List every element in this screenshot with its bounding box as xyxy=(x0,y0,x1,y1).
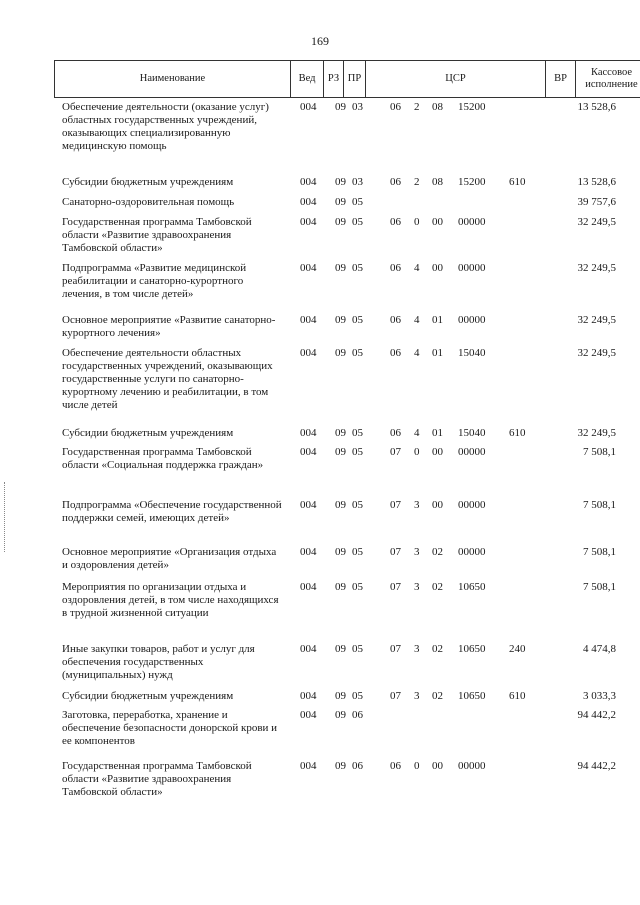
row-csr-event: 01 xyxy=(432,314,443,326)
row-csr-direction: 00000 xyxy=(458,499,486,511)
row-csr-subprogram: 4 xyxy=(414,427,420,439)
row-amount: 7 508,1 xyxy=(583,581,616,593)
row-csr-program: 06 xyxy=(390,216,401,228)
row-amount: 32 249,5 xyxy=(577,314,616,326)
row-csr-direction: 15040 xyxy=(458,347,486,359)
row-amount: 3 033,3 xyxy=(583,690,616,702)
row-name: Субсидии бюджетным учреждениям xyxy=(62,427,234,439)
row-csr-direction: 10650 xyxy=(458,643,486,655)
table-row xyxy=(54,546,620,581)
row-pr: 05 xyxy=(352,643,363,655)
row-csr-subprogram: 4 xyxy=(414,262,420,274)
row-vr: 610 xyxy=(509,690,526,702)
table-row xyxy=(54,499,620,546)
table-row xyxy=(54,176,620,196)
row-amount: 13 528,6 xyxy=(577,101,616,113)
row-rz: 09 xyxy=(335,643,346,655)
row-csr-direction: 15200 xyxy=(458,176,486,188)
row-csr-subprogram: 3 xyxy=(414,581,420,593)
row-amount: 32 249,5 xyxy=(577,262,616,274)
row-csr-program: 07 xyxy=(390,446,401,458)
table-row xyxy=(54,262,620,314)
row-csr-direction: 10650 xyxy=(458,581,486,593)
table-row xyxy=(54,216,620,262)
row-name: Заготовка, переработка, хранение и обеспечение безопасности донорской крови и ее компонентов xyxy=(62,709,278,747)
row-pr: 05 xyxy=(352,446,363,458)
row-vr: 240 xyxy=(509,643,526,655)
table-header xyxy=(54,60,640,98)
row-csr-direction: 15040 xyxy=(458,427,486,439)
row-csr-direction: 00000 xyxy=(458,314,486,326)
row-csr-direction: 00000 xyxy=(458,546,486,558)
row-pr: 05 xyxy=(352,347,363,359)
row-csr-subprogram: 2 xyxy=(414,101,420,113)
row-csr-event: 08 xyxy=(432,101,443,113)
row-name: Государственная программа Тамбовской области «Социальная поддержка граждан» xyxy=(62,446,264,471)
row-ved: 004 xyxy=(300,709,317,721)
row-rz: 09 xyxy=(335,581,346,593)
row-csr-direction: 00000 xyxy=(458,760,486,772)
row-csr-subprogram: 0 xyxy=(414,446,420,458)
row-pr: 05 xyxy=(352,499,363,511)
row-csr-event: 01 xyxy=(432,347,443,359)
row-csr-program: 07 xyxy=(390,499,401,511)
row-csr-program: 06 xyxy=(390,314,401,326)
row-name: Подпрограмма «Обеспечение государственной поддержки семей, имеющих детей» xyxy=(62,499,282,524)
row-rz: 09 xyxy=(335,690,346,702)
table-body xyxy=(54,101,620,808)
row-rz: 09 xyxy=(335,101,346,113)
row-ved: 004 xyxy=(300,101,317,113)
row-pr: 05 xyxy=(352,546,363,558)
row-amount: 32 249,5 xyxy=(577,427,616,439)
row-csr-subprogram: 3 xyxy=(414,643,420,655)
row-csr-event: 00 xyxy=(432,446,443,458)
row-rz: 09 xyxy=(335,314,346,326)
row-csr-event: 02 xyxy=(432,643,443,655)
row-amount: 32 249,5 xyxy=(577,216,616,228)
row-csr-program: 06 xyxy=(390,262,401,274)
row-name: Подпрограмма «Развитие медицинской реабилитации и санаторно-курортного лечения, в том числе детей» xyxy=(62,262,247,300)
table-row xyxy=(54,196,620,216)
row-name: Государственная программа Тамбовской области «Развитие здравоохранения Тамбовской области» xyxy=(62,760,252,798)
row-ved: 004 xyxy=(300,690,317,702)
row-rz: 09 xyxy=(335,446,346,458)
table-row xyxy=(54,581,620,643)
row-ved: 004 xyxy=(300,216,317,228)
row-csr-subprogram: 2 xyxy=(414,176,420,188)
row-rz: 09 xyxy=(335,709,346,721)
header-name: Наименование xyxy=(55,61,291,98)
row-pr: 03 xyxy=(352,176,363,188)
row-name: Субсидии бюджетным учреждениям xyxy=(62,176,234,188)
row-csr-event: 01 xyxy=(432,427,443,439)
row-pr: 05 xyxy=(352,196,363,208)
row-csr-program: 06 xyxy=(390,101,401,113)
row-vr: 610 xyxy=(509,427,526,439)
row-rz: 09 xyxy=(335,427,346,439)
row-name: Иные закупки товаров, работ и услуг для обеспечения государственных (муниципальных) нужд xyxy=(62,643,255,681)
row-csr-program: 07 xyxy=(390,546,401,558)
header-ved: Вед xyxy=(291,61,324,98)
row-csr-event: 00 xyxy=(432,760,443,772)
row-csr-subprogram: 3 xyxy=(414,499,420,511)
row-name: Государственная программа Тамбовской области «Развитие здравоохранения Тамбовской области» xyxy=(62,216,252,254)
row-pr: 05 xyxy=(352,581,363,593)
row-name: Санаторно-оздоровительная помощь xyxy=(62,196,235,208)
row-pr: 05 xyxy=(352,216,363,228)
row-csr-subprogram: 3 xyxy=(414,546,420,558)
row-pr: 06 xyxy=(352,709,363,721)
row-pr: 05 xyxy=(352,690,363,702)
row-csr-subprogram: 4 xyxy=(414,314,420,326)
row-name: Мероприятия по организации отдыха и оздоровления детей, в том числе находящихся в трудной жизненной ситуации xyxy=(62,581,279,619)
row-amount: 7 508,1 xyxy=(583,499,616,511)
table-row xyxy=(54,709,620,760)
row-csr-event: 02 xyxy=(432,581,443,593)
row-name: Обеспечение деятельности (оказание услуг) областных государственных учреждений, оказывающих специализированную медицинскую помощь xyxy=(62,101,269,152)
row-amount: 32 249,5 xyxy=(577,347,616,359)
row-name: Основное мероприятие «Организация отдыха и оздоровления детей» xyxy=(62,546,277,571)
table-row xyxy=(54,690,620,709)
row-ved: 004 xyxy=(300,196,317,208)
row-csr-event: 00 xyxy=(432,499,443,511)
row-csr-direction: 15200 xyxy=(458,101,486,113)
row-ved: 004 xyxy=(300,176,317,188)
row-pr: 06 xyxy=(352,760,363,772)
header-csr: ЦСР xyxy=(366,61,546,98)
row-name: Основное мероприятие «Развитие санаторно-курортного лечения» xyxy=(62,314,276,339)
row-pr: 05 xyxy=(352,427,363,439)
row-csr-program: 06 xyxy=(390,176,401,188)
row-rz: 09 xyxy=(335,216,346,228)
row-amount: 7 508,1 xyxy=(583,446,616,458)
row-csr-event: 08 xyxy=(432,176,443,188)
row-csr-program: 06 xyxy=(390,760,401,772)
table-row xyxy=(54,314,620,347)
row-rz: 09 xyxy=(335,176,346,188)
row-pr: 05 xyxy=(352,314,363,326)
row-pr: 03 xyxy=(352,101,363,113)
row-csr-event: 02 xyxy=(432,690,443,702)
table-row xyxy=(54,101,620,176)
row-csr-direction: 00000 xyxy=(458,262,486,274)
header-pr: ПР xyxy=(344,61,366,98)
row-csr-direction: 00000 xyxy=(458,446,486,458)
row-name: Обеспечение деятельности областных государственных учреждений, оказывающих государственные услуги по санаторно-курортному лечению и реабилитации, в том числе детей xyxy=(62,347,273,411)
table-row xyxy=(54,347,620,427)
table-row xyxy=(54,427,620,446)
row-amount: 7 508,1 xyxy=(583,546,616,558)
row-csr-event: 00 xyxy=(432,216,443,228)
row-amount: 4 474,8 xyxy=(583,643,616,655)
row-ved: 004 xyxy=(300,347,317,359)
row-vr: 610 xyxy=(509,176,526,188)
row-csr-direction: 00000 xyxy=(458,216,486,228)
row-rz: 09 xyxy=(335,196,346,208)
row-csr-program: 07 xyxy=(390,643,401,655)
row-amount: 13 528,6 xyxy=(577,176,616,188)
row-csr-event: 00 xyxy=(432,262,443,274)
row-ved: 004 xyxy=(300,262,317,274)
row-ved: 004 xyxy=(300,499,317,511)
row-rz: 09 xyxy=(335,546,346,558)
row-csr-program: 06 xyxy=(390,347,401,359)
row-amount: 39 757,6 xyxy=(577,196,616,208)
row-csr-program: 07 xyxy=(390,690,401,702)
row-amount: 94 442,2 xyxy=(577,709,616,721)
row-ved: 004 xyxy=(300,314,317,326)
row-csr-event: 02 xyxy=(432,546,443,558)
row-amount: 94 442,2 xyxy=(577,760,616,772)
row-ved: 004 xyxy=(300,546,317,558)
row-csr-direction: 10650 xyxy=(458,690,486,702)
row-rz: 09 xyxy=(335,262,346,274)
row-csr-program: 07 xyxy=(390,581,401,593)
table-row xyxy=(54,446,620,499)
row-ved: 004 xyxy=(300,760,317,772)
row-ved: 004 xyxy=(300,581,317,593)
scan-margin-mark xyxy=(4,482,9,552)
row-csr-subprogram: 0 xyxy=(414,216,420,228)
row-ved: 004 xyxy=(300,643,317,655)
row-csr-subprogram: 3 xyxy=(414,690,420,702)
row-ved: 004 xyxy=(300,446,317,458)
row-csr-subprogram: 0 xyxy=(414,760,420,772)
header-rz: РЗ xyxy=(324,61,344,98)
header-vr: ВР xyxy=(546,61,576,98)
row-csr-subprogram: 4 xyxy=(414,347,420,359)
row-rz: 09 xyxy=(335,347,346,359)
page-number: 169 xyxy=(311,34,329,48)
table-row xyxy=(54,643,620,690)
row-pr: 05 xyxy=(352,262,363,274)
row-rz: 09 xyxy=(335,760,346,772)
table-row xyxy=(54,760,620,808)
row-name: Субсидии бюджетным учреждениям xyxy=(62,690,234,702)
row-ved: 004 xyxy=(300,427,317,439)
row-rz: 09 xyxy=(335,499,346,511)
row-csr-program: 06 xyxy=(390,427,401,439)
header-amount: Кассовое исполнение xyxy=(576,61,640,98)
